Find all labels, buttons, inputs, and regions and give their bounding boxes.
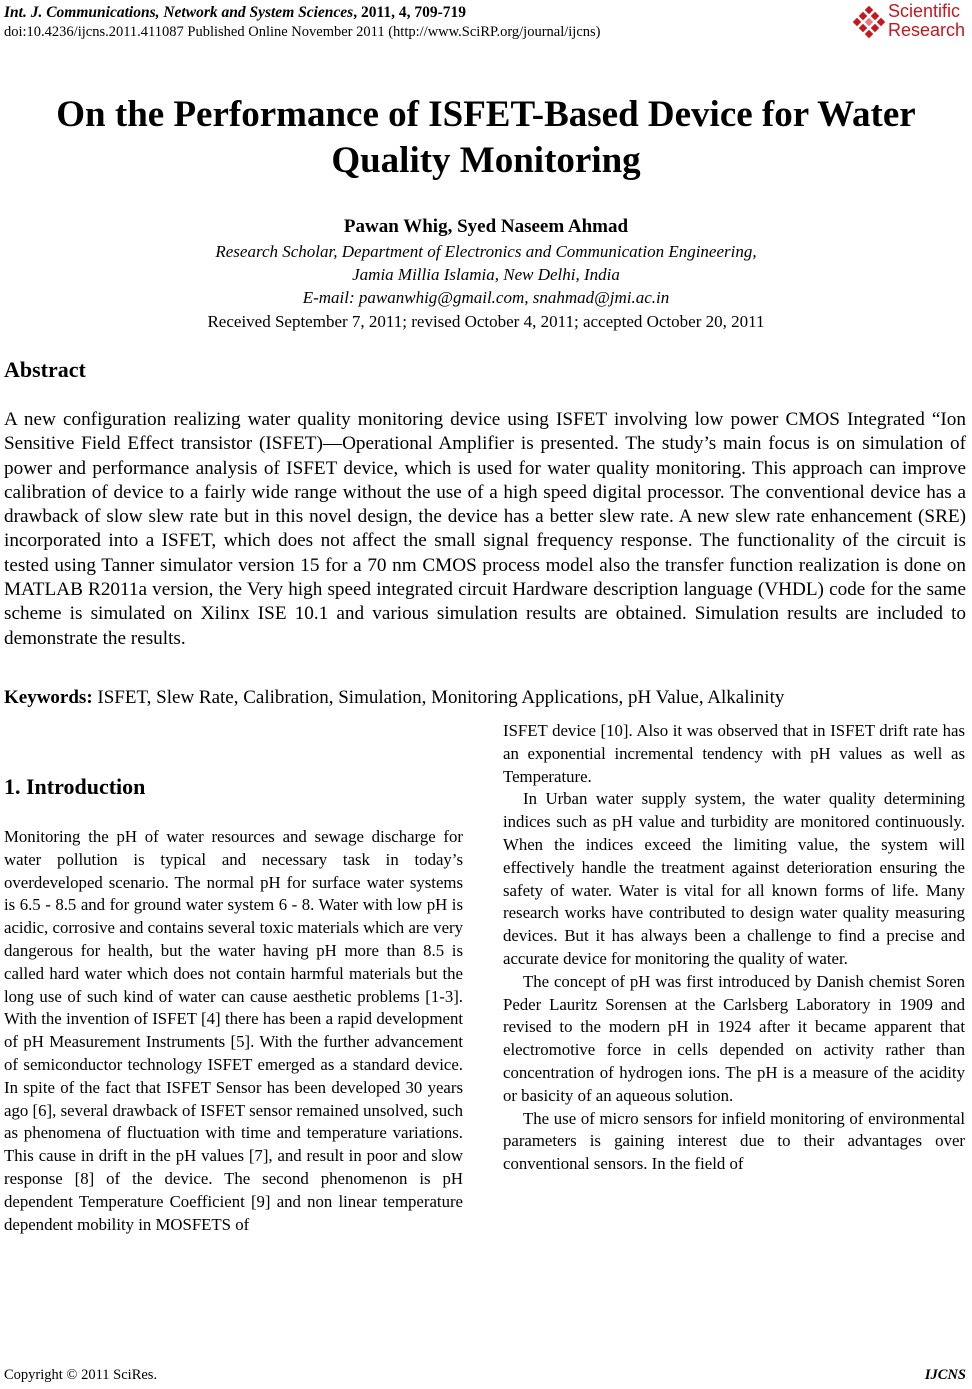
received-dates: Received September 7, 2011; revised October 4, 2011; accepted October 20, 2011 xyxy=(207,312,765,331)
affiliation-line-1: Research Scholar, Department of Electronics and Communication Engineering, xyxy=(215,242,757,261)
right-column xyxy=(503,720,965,1176)
email-addresses: : pawanwhig@gmail.com, snahmad@jmi.ac.in xyxy=(349,288,670,307)
left-column xyxy=(4,826,463,1236)
paper-title xyxy=(0,92,972,184)
logo-line-1: Scientific xyxy=(888,1,961,21)
journal-abbrev-footer: IJCNS xyxy=(924,1367,966,1383)
logo-line-2: Research xyxy=(888,20,966,40)
paragraph: ISFET device [10]. Also it was observed that in ISFET drift rate has an exponential incremental tendency with pH values as well as Temperature. xyxy=(503,721,965,786)
keywords xyxy=(4,687,784,709)
journal-volume-pages: , 2011, 4, 709-719 xyxy=(353,4,467,21)
email-line xyxy=(0,287,972,309)
title-line-1: On the Performance of ISFET-Based Device for Water xyxy=(56,94,916,135)
authors: Pawan Whig, Syed Naseem Ahmad xyxy=(343,216,629,237)
paragraph: The concept of pH was first introduced by Danish chemist Soren Peder Lauritz Sorensen at the Carlsberg Laboratory in 1909 and revised to the modern pH in 1924 after it became apparent that electromotive force in cells depended on activity rather than concentration of hydrogen ions. The pH is a measure of the acidity or basicity of an aqueous solution. xyxy=(503,971,965,1105)
abstract-text: A new configuration realizing water quality monitoring device using ISFET involving low power CMOS Integrated “Ion Sensitive Field Effect transistor (ISFET)—Operational Amplifier is presented. The study’s main focus is on simulation of power and performance analysis of ISFET device, which is used for water quality monitoring. This approach can improve calibration of device to a fairly wide range without the use of a high speed digital processor. The conventional device has a drawback of slow slew rate but in this novel design, the device has a better slew rate. A new slew rate enhancement (SRE) incorporated into a ISFET, which does not affect the small signal frequency response. The functionality of the circuit is tested using Tanner simulator version 15 for a 70 nm CMOS process model also the transfer function realization is done on MATLAB R2011a version, the Very high speed integrated circuit Hardware description language (VHDL) code for the same scheme is simulated on Xilinx ISE 10.1 and various simulation results are obtained. Simulation results are included to demonstrate the results. xyxy=(4,409,966,649)
section-heading-introduction: 1. Introduction xyxy=(4,774,146,799)
doi-line: doi:10.4236/ijcns.2011.411087 Published Online November 2011 (http://www.SciRP.org/journal/ijcns) xyxy=(4,24,601,40)
paragraph: The use of micro sensors for infield monitoring of environmental parameters is gaining interest due to their advantages over conventional sensors. In the field of xyxy=(503,1108,965,1174)
affiliation-line-2: Jamia Millia Islamia, New Delhi, India xyxy=(352,265,620,284)
logo-text xyxy=(888,2,965,40)
paragraph: In Urban water supply system, the water quality determining indices such as pH value and turbidity are monitored continuously. When the indices exceed the limiting value, the system will effectively handle the treatment against deterioration ensuring the safety of water. Water is vital for all known forms of life. Many research works have contributed to design water quality measuring devices. But it has always been a challenge to find a precise and accurate device for monitoring the quality of water. xyxy=(503,789,965,968)
journal-citation xyxy=(4,4,466,22)
logo-diamond-icon xyxy=(852,6,886,40)
keywords-text: ISFET, Slew Rate, Calibration, Simulation, Monitoring Applications, pH Value, Alkalinity xyxy=(92,687,785,708)
keywords-label: Keywords: xyxy=(4,687,93,708)
copyright-footer: Copyright © 2011 SciRes. xyxy=(4,1367,158,1383)
email-label: E-mail xyxy=(302,288,349,307)
journal-name: Int. J. Communications, Network and System Sciences xyxy=(4,4,354,21)
publisher-logo xyxy=(852,2,970,44)
paragraph: Monitoring the pH of water resources and sewage discharge for water pollution is typical and necessary task in today’s overdeveloped scenario. The normal pH for surface water systems is 6.5 - 8.5 and for ground water system 6 - 8. Water with low pH is acidic, corrosive and contains several toxic materials which are very dangerous for health, but the water having pH more than 8.5 is called hard water which does not contain harmful materials but the long use of such kind of water can cause aesthetic problems [1-3]. With the invention of ISFET [4] there has been a rapid development of pH Measurement Instruments [5]. With the further advancement of semiconductor technology ISFET emerged as a standard device. In spite of the fact that ISFET Sensor has been developed 30 years ago [6], several drawback of ISFET sensor remained unsolved, such as phenomena of fluctuation with time and temperature variations. This cause in drift in the pH values [7], and result in poor and slow response [8] of the device. The second phenomenon is pH dependent Temperature Coefficient [9] and non linear temperature dependent mobility in MOSFETS of xyxy=(4,827,463,1234)
title-line-2: Quality Monitoring xyxy=(331,140,641,181)
abstract-heading: Abstract xyxy=(4,357,86,382)
